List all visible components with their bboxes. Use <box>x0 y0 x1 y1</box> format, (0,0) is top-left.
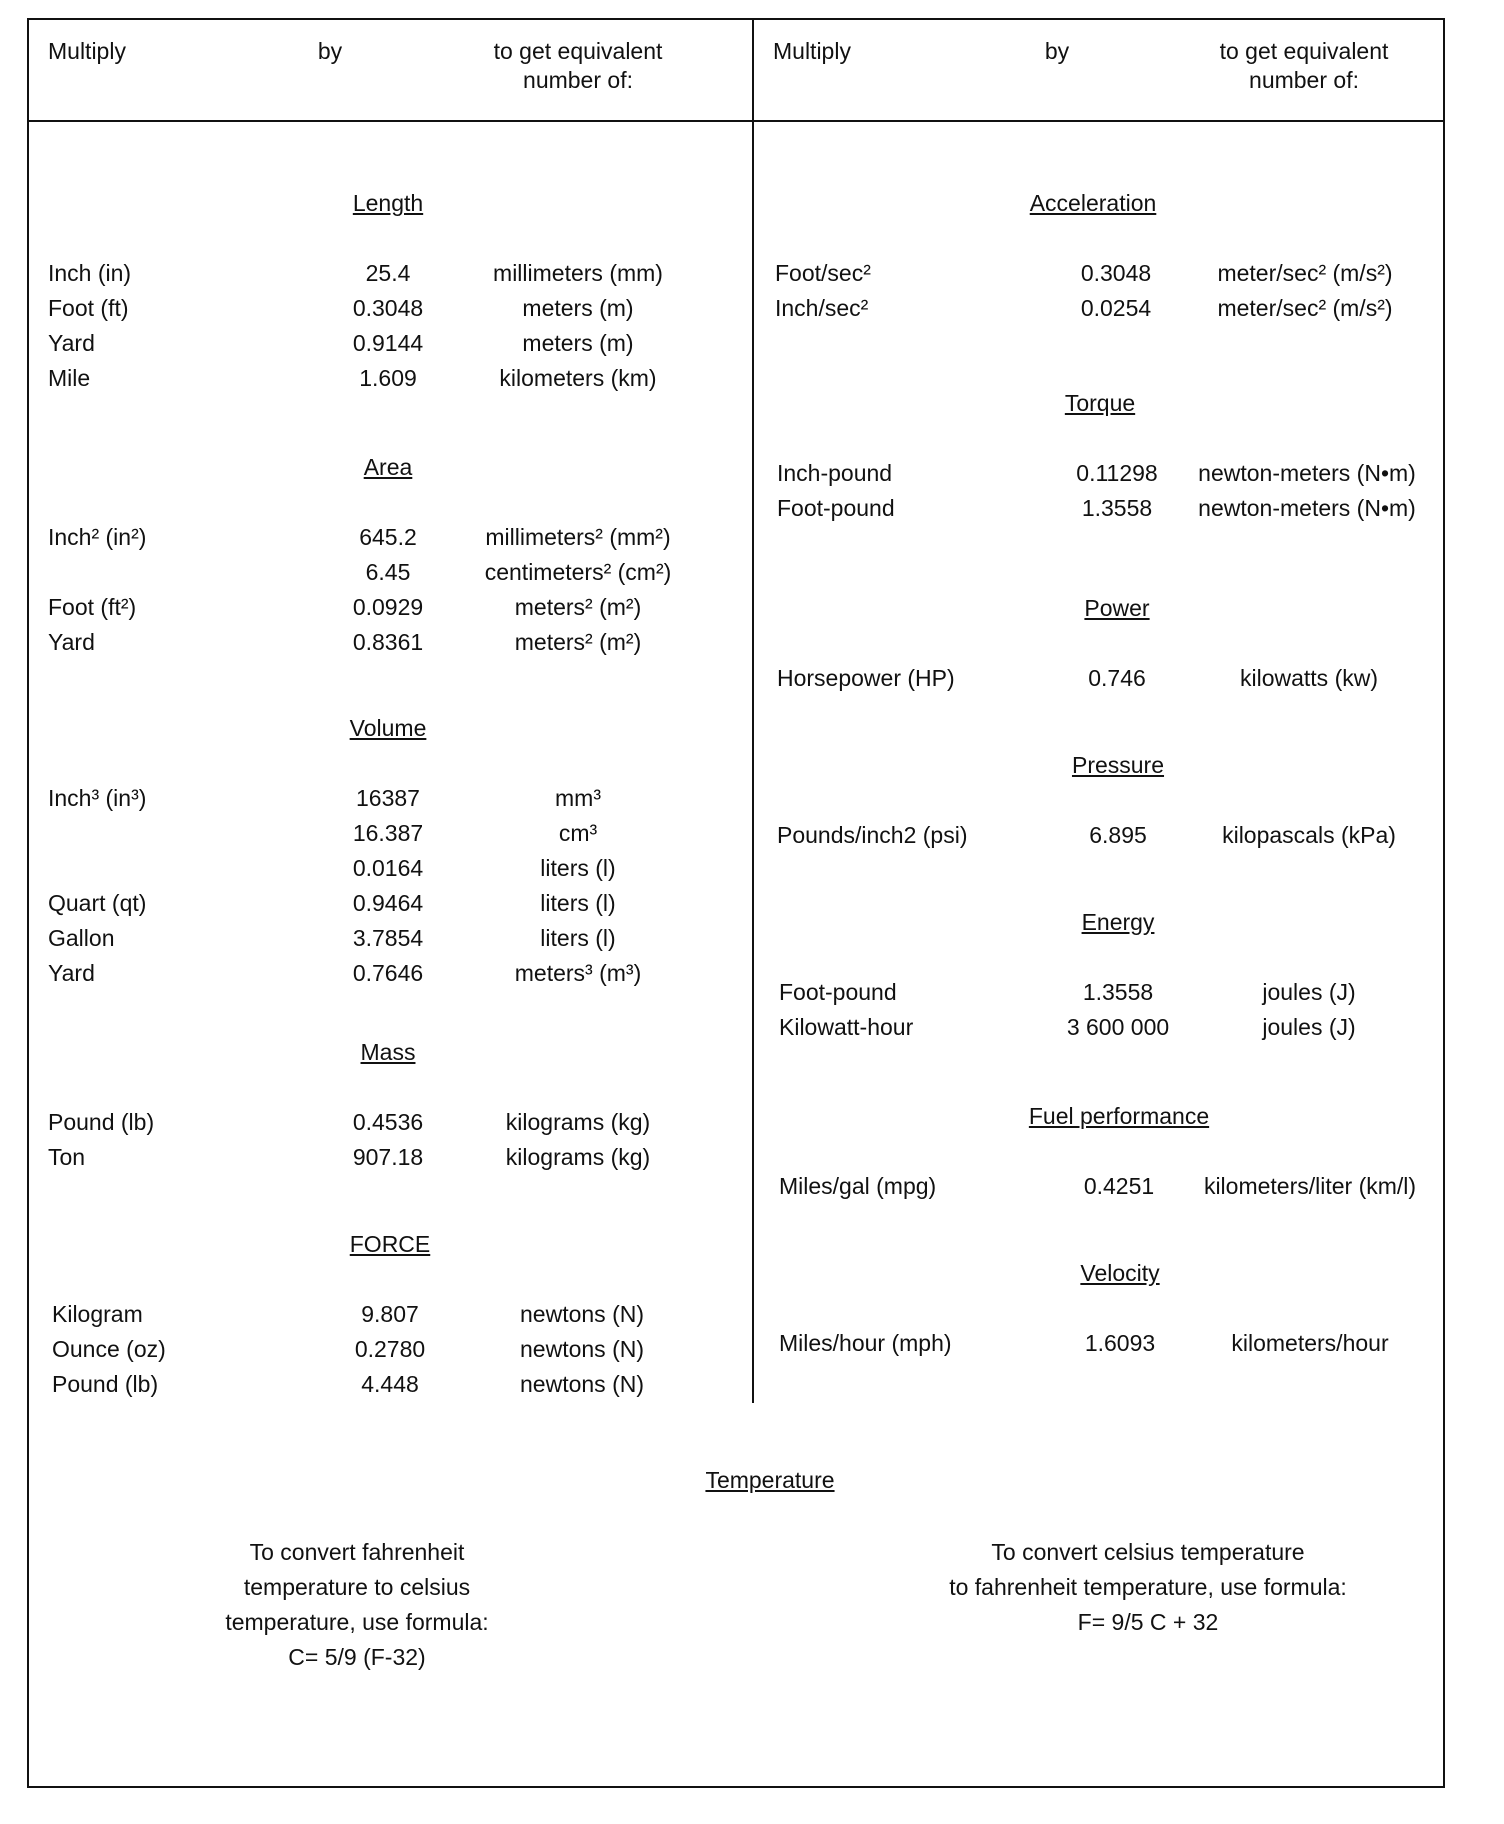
table-row-factor: 0.9144 <box>352 330 424 356</box>
section-acceleration-title: Acceleration <box>1029 190 1157 216</box>
table-row-unit: Kilogram <box>52 1301 143 1327</box>
header-left-by: by <box>317 38 343 64</box>
table-row-factor: 4.448 <box>361 1371 419 1397</box>
table-row-result: meters (m) <box>522 295 634 321</box>
fahrenheit-to-celsius-note <box>225 1535 488 1675</box>
table-row-result: meters (m) <box>522 330 634 356</box>
table-row-unit: Miles/hour (mph) <box>779 1330 952 1356</box>
table-row-result: newtons (N) <box>520 1371 644 1397</box>
table-row-unit: Foot/sec² <box>775 260 871 286</box>
table-row-unit: Miles/gal (mpg) <box>779 1173 937 1199</box>
header-right-to-get-2: number of: <box>1249 67 1359 93</box>
celsius-to-fahrenheit-note <box>949 1535 1347 1640</box>
table-row-result: meter/sec² (m/s²) <box>1217 295 1393 321</box>
table-row-unit: Pounds/inch2 (psi) <box>777 822 968 848</box>
table-row-factor: 0.0164 <box>352 855 424 881</box>
table-row-unit: Gallon <box>48 925 115 951</box>
note-line: to fahrenheit temperature, use formula: <box>949 1574 1347 1600</box>
table-row-factor: 1.3558 <box>1081 495 1153 521</box>
section-force-title: FORCE <box>349 1231 431 1257</box>
table-row-factor: 0.2780 <box>354 1336 426 1362</box>
table-row-factor: 0.4536 <box>352 1109 424 1135</box>
table-row-result: kilometers/liter (km/l) <box>1203 1173 1417 1199</box>
table-row-result: newton-meters (N•m) <box>1198 495 1416 521</box>
table-row-result: kilograms (kg) <box>505 1109 651 1135</box>
table-row-result: millimeters² (mm²) <box>485 524 671 550</box>
table-row-unit: Yard <box>48 960 95 986</box>
table-row-factor: 0.0254 <box>1080 295 1152 321</box>
header-right-to-get-1: to get equivalent <box>1219 38 1389 64</box>
table-row-unit: Inch³ (in³) <box>48 785 147 811</box>
section-torque-title: Torque <box>1064 390 1136 416</box>
table-row-result: liters (l) <box>540 925 616 951</box>
section-temperature-title: Temperature <box>705 1467 835 1493</box>
table-row-result: centimeters² (cm²) <box>484 559 672 585</box>
table-row-result: meter/sec² (m/s²) <box>1217 260 1393 286</box>
table-row-result: cm³ <box>558 820 598 846</box>
table-row-result: joules (J) <box>1262 1014 1356 1040</box>
table-row-result: liters (l) <box>540 890 616 916</box>
table-row-result: kilopascals (kPa) <box>1222 822 1396 848</box>
table-row-unit: Mile <box>48 365 91 391</box>
section-length-title: Length <box>352 190 424 216</box>
table-row-unit: Inch-pound <box>777 460 893 486</box>
section-velocity-title: Velocity <box>1080 1260 1160 1286</box>
table-row-result: kilograms (kg) <box>505 1144 651 1170</box>
table-row-unit: Foot-pound <box>777 495 895 521</box>
section-mass-title: Mass <box>360 1039 416 1065</box>
header-right-by: by <box>1044 38 1070 64</box>
table-row-result: millimeters (mm) <box>493 260 663 286</box>
table-row-unit: Quart (qt) <box>48 890 147 916</box>
table-row-unit: Kilowatt-hour <box>779 1014 914 1040</box>
table-row-result: meters² (m²) <box>514 594 642 620</box>
header-right-multiply: Multiply <box>773 38 851 64</box>
header-left-to-get-2: number of: <box>523 67 633 93</box>
table-row-result: joules (J) <box>1262 979 1356 1005</box>
table-row-unit: Ounce (oz) <box>52 1336 166 1362</box>
table-row-result: liters (l) <box>540 855 616 881</box>
note-line: To convert celsius temperature <box>991 1539 1305 1565</box>
table-row-unit: Foot (ft) <box>48 295 129 321</box>
table-row-result: kilometers/hour <box>1231 1330 1389 1356</box>
table-row-unit: Inch/sec² <box>775 295 869 321</box>
table-row-factor: 0.0929 <box>352 594 424 620</box>
table-row-unit: Ton <box>48 1144 86 1170</box>
formula: C= 5/9 (F-32) <box>288 1644 426 1670</box>
header-left-multiply: Multiply <box>48 38 126 64</box>
table-row-factor: 1.3558 <box>1082 979 1154 1005</box>
table-row-unit: Pound (lb) <box>52 1371 159 1397</box>
column-divider <box>752 18 754 1403</box>
table-row-unit: Horsepower (HP) <box>777 665 955 691</box>
table-row-result: newtons (N) <box>520 1336 644 1362</box>
table-row-factor: 25.4 <box>365 260 411 286</box>
table-row-factor: 16387 <box>356 785 420 811</box>
section-energy-title: Energy <box>1081 909 1155 935</box>
header-divider <box>27 120 1445 122</box>
table-row-factor: 0.8361 <box>352 629 424 655</box>
table-row-unit: Pound (lb) <box>48 1109 155 1135</box>
table-row-result: meters³ (m³) <box>514 960 642 986</box>
section-volume-title: Volume <box>349 715 427 741</box>
note-line: temperature to celsius <box>243 1574 471 1600</box>
table-row-factor: 6.45 <box>365 559 411 585</box>
header-left-to-get-1: to get equivalent <box>493 38 663 64</box>
table-row-result: mm³ <box>555 785 601 811</box>
table-row-unit: Foot (ft²) <box>48 594 137 620</box>
table-row-factor: 0.9464 <box>352 890 424 916</box>
table-row-factor: 1.609 <box>359 365 417 391</box>
table-row-factor: 16.387 <box>352 820 424 846</box>
note-line: To convert fahrenheit <box>249 1539 465 1565</box>
table-row-unit: Inch² (in²) <box>48 524 147 550</box>
table-row-result: kilowatts (kw) <box>1239 665 1379 691</box>
table-row-result: newton-meters (N•m) <box>1198 460 1416 486</box>
table-row-factor: 645.2 <box>359 524 417 550</box>
note-line: temperature, use formula: <box>225 1609 489 1635</box>
table-row-factor: 0.3048 <box>1080 260 1152 286</box>
formula: F= 9/5 C + 32 <box>1077 1609 1219 1635</box>
table-row-result: kilometers (km) <box>499 365 657 391</box>
table-row-factor: 1.6093 <box>1084 1330 1156 1356</box>
table-row-factor: 907.18 <box>352 1144 424 1170</box>
section-pressure-title: Pressure <box>1071 752 1165 778</box>
table-row-unit: Inch (in) <box>48 260 132 286</box>
table-row-factor: 0.4251 <box>1083 1173 1155 1199</box>
table-row-unit: Yard <box>48 330 95 356</box>
table-row-factor: 3 600 000 <box>1066 1014 1170 1040</box>
table-row-result: newtons (N) <box>520 1301 644 1327</box>
table-row-factor: 0.7646 <box>352 960 424 986</box>
table-row-factor: 9.807 <box>361 1301 419 1327</box>
table-row-result: meters² (m²) <box>514 629 642 655</box>
section-area-title: Area <box>363 454 413 480</box>
section-power-title: Power <box>1084 595 1150 621</box>
table-row-factor: 6.895 <box>1089 822 1147 848</box>
table-row-factor: 3.7854 <box>352 925 424 951</box>
section-fuel-title: Fuel performance <box>1028 1103 1210 1129</box>
table-row-unit: Foot-pound <box>779 979 897 1005</box>
table-row-unit: Yard <box>48 629 95 655</box>
table-row-factor: 0.3048 <box>352 295 424 321</box>
table-row-factor: 0.746 <box>1088 665 1146 691</box>
table-row-factor: 0.11298 <box>1076 460 1158 486</box>
